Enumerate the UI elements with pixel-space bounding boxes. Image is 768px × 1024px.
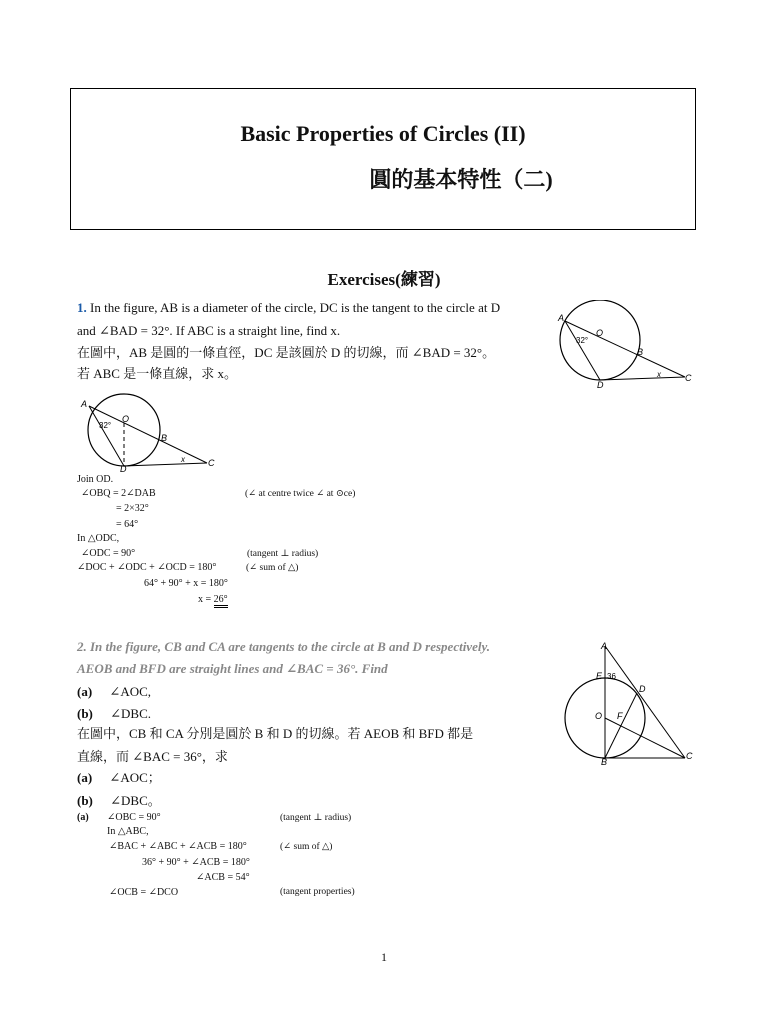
q2-part-b-text: ∠DBC. — [110, 706, 152, 721]
q1-text-line-4: 若 ABC 是一條直線，求 x。 — [77, 366, 237, 381]
q1-sol-fig-label-a: A — [81, 399, 88, 409]
q2-solution-label: (a) — [77, 812, 89, 823]
q2-zh-line-1: 在圖中，CB 和 CA 分別是圓於 B 和 D 的切線。若 AEOB 和 BFD 都是 — [77, 726, 474, 741]
q2-text-line-2: AEOB and BFD are straight lines and ∠BAC = 36°. Find — [77, 661, 388, 676]
q2-solution-line: 36° + 90° + ∠ACB = 180° — [142, 857, 250, 868]
title-box — [70, 88, 696, 230]
q2-solution-line: ∠OCB = ∠DCO — [109, 887, 179, 898]
q1-solution-x-label: x = — [198, 594, 214, 605]
q1-solution-line: ∠ODC = 90° — [81, 548, 136, 559]
q1-question-figure — [545, 300, 695, 390]
q1-answer: 26° — [214, 594, 228, 608]
exercises-heading: Exercises(練習) — [327, 270, 441, 289]
q1-fig-label-o: O — [596, 328, 604, 338]
q2-fig-angle-label: 36 — [607, 672, 616, 681]
page-title: Basic Properties of Circles (II) — [240, 121, 526, 146]
q1-fig-label-d: D — [597, 380, 604, 390]
q2-part-a-label: (a) — [77, 684, 93, 699]
q1-solution-line: = 2×32° — [116, 503, 149, 514]
q2-solution-line: ∠ACB = 54° — [196, 872, 250, 883]
q1-solution-reason: (∠ at centre twice ∠ at ⊙ce) — [245, 489, 356, 499]
q1-solution-line: ∠DOC + ∠ODC + ∠OCD = 180° — [77, 562, 217, 573]
q2-fig-label-f: F — [617, 711, 623, 721]
q1-solution-reason: (tangent ⊥ radius) — [247, 549, 319, 559]
q1-solution-line: = 64° — [116, 519, 139, 530]
q2-part-b-label: (b) — [77, 706, 93, 721]
q1-number: 1. — [77, 300, 87, 315]
q2-fig-label-c: C — [686, 751, 693, 761]
q2-zh-b-text: ∠DBC。 — [110, 793, 161, 808]
q1-solution-line: ∠OBQ = 2∠DAB — [81, 488, 156, 499]
q2-part-b — [77, 706, 151, 722]
q1-solution-line: Join OD. — [77, 474, 114, 485]
q1-sol-fig-label-c: C — [208, 458, 215, 468]
q2-zh-a-text: ∠AOC； — [109, 770, 161, 785]
q2-solution-reason: (tangent ⊥ radius) — [280, 813, 352, 823]
q2-fig-label-b: B — [601, 757, 608, 767]
q2-fig-label-e: E — [596, 671, 603, 681]
q2-solution-reason: (∠ sum of △) — [280, 842, 333, 852]
q1-text-line-2: and ∠BAD = 32°. If ABC is a straight line, find x. — [77, 323, 341, 338]
q1-fig-label-a: A — [558, 313, 565, 323]
q2-zh-a-label: (a) — [77, 770, 93, 785]
page-number: 1 — [381, 950, 387, 964]
q1-sol-fig-label-x: x — [181, 455, 185, 464]
q1-sol-fig-label-d: D — [120, 464, 127, 473]
q1-text-line-3: 在圖中，AB 是圓的一條直徑，DC 是該圓於 D 的切線，而 ∠BAD = 32°。 — [77, 345, 496, 360]
q1-sol-fig-label-b: B — [161, 433, 168, 443]
q2-solution-line: ∠BAC + ∠ABC + ∠ACB = 180° — [109, 841, 247, 852]
q2-fig-label-a: A — [601, 641, 608, 651]
q2-line-1 — [77, 639, 490, 655]
q1-text-line-1: In the figure, AB is a diameter of the circle, DC is the tangent to the circle at D — [90, 300, 501, 315]
q2-solution-line: In △ABC, — [107, 826, 149, 837]
q2-fig-label-d: D — [639, 684, 646, 694]
q1-sol-fig-angle-label: 32° — [99, 421, 112, 430]
q2-text-line-1: In the figure, CB and CA are tangents to the circle at B and D respectively. — [90, 639, 490, 654]
q2-zh-b — [77, 793, 161, 809]
q1-fig-label-c: C — [685, 373, 692, 383]
q2-solution-line: ∠OBC = 90° — [107, 812, 161, 823]
q1-solution-reason: (∠ sum of △) — [246, 563, 299, 573]
q2-fig-label-o: O — [595, 711, 603, 721]
q2-zh-b-label: (b) — [77, 793, 93, 808]
q1-sol-fig-label-o: O — [122, 414, 130, 424]
q2-figure — [555, 638, 700, 768]
page-title-chinese: 圓的基本特性（二) — [369, 167, 553, 192]
q2-part-a-text: ∠AOC, — [109, 684, 152, 699]
q2-number: 2. — [77, 639, 87, 654]
q1-line-1 — [77, 300, 500, 316]
q1-solution-final — [198, 594, 228, 606]
q1-solution-line: 64° + 90° + x = 180° — [144, 578, 228, 589]
q1-solution-figure — [77, 393, 222, 473]
q1-fig-label-b: B — [637, 347, 644, 357]
q1-fig-angle-label: 32° — [576, 336, 589, 345]
q2-part-a — [77, 684, 151, 700]
q1-solution-line: In △ODC, — [77, 533, 120, 544]
q2-zh-line-2: 直線，而 ∠BAC = 36°，求 — [77, 749, 228, 764]
q2-solution-reason: (tangent properties) — [280, 887, 355, 897]
q2-zh-a — [77, 770, 161, 786]
q1-fig-label-x: x — [657, 370, 661, 379]
